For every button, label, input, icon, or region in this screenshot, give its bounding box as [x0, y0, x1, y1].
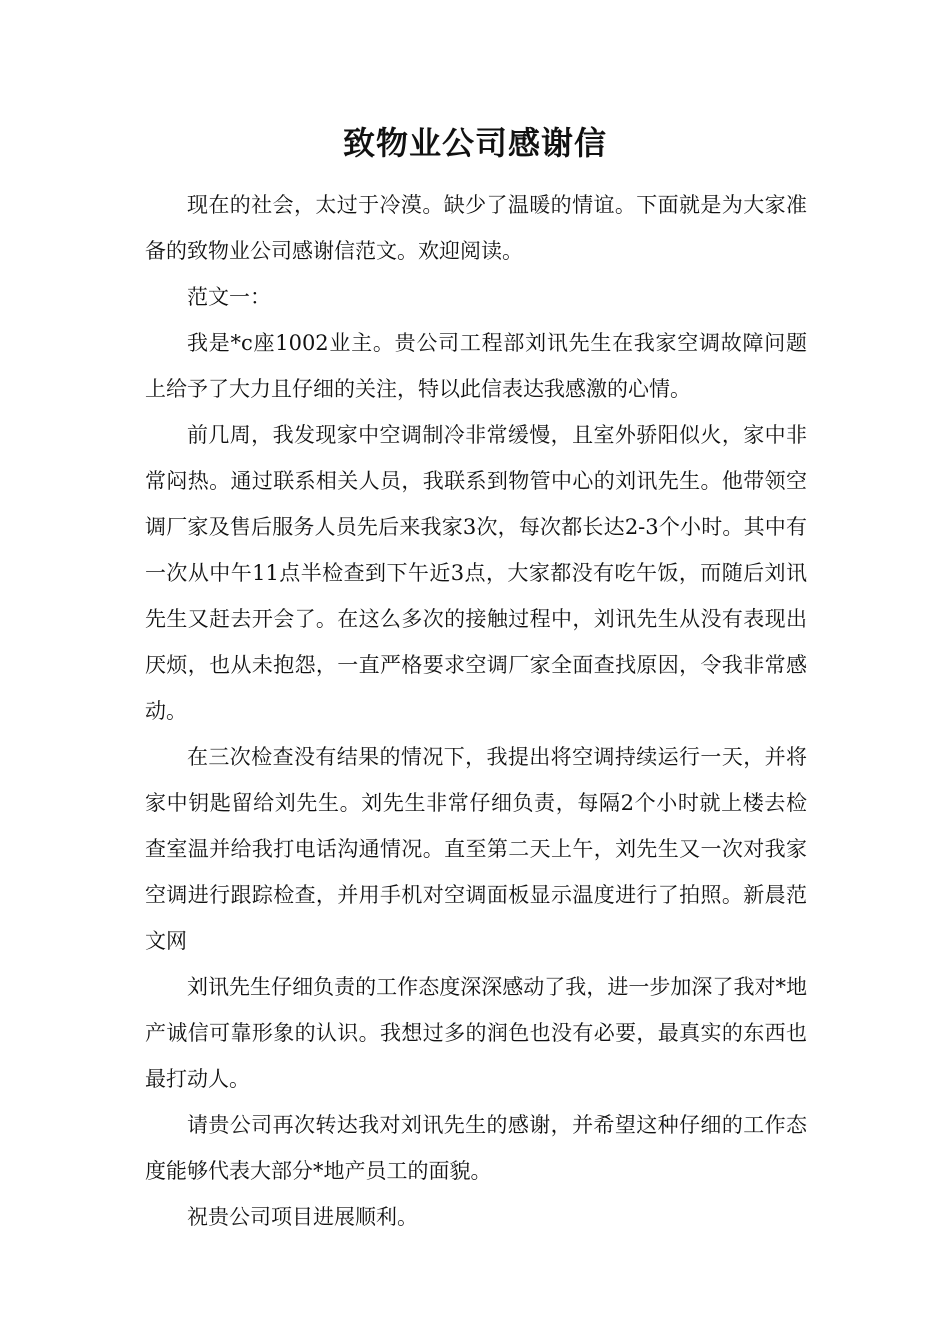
paragraph-sample-heading: 范文一： — [187, 285, 271, 309]
paragraph-2: 前几周，我发现家中空调制冷非常缓慢，且室外骄阳似火，家中非常闷热。通过联系相关人员，我联系到物管中心的刘讯先生。他带领空调厂家及售后服务人员先后来我家3次，每次都长达2-3个小时。其中有一次从中午11点半检查到下午近3点，大家都没有吃午饭，而随后刘讯先生又赶去开会了。在这么多次的接触过程中，刘讯先生从没有表现出厌烦，也从未抱怨，一直严格要求空调厂家全面查找原因，令我非常感动。 — [145, 423, 807, 723]
document-title: 致物业公司感谢信 — [342, 124, 607, 162]
paragraph-intro: 现在的社会，太过于冷漠。缺少了温暖的情谊。下面就是为大家准备的致物业公司感谢信范文。欢迎阅读。 — [145, 193, 807, 263]
paragraph-3: 在三次检查没有结果的情况下，我提出将空调持续运行一天，并将家中钥匙留给刘先生。刘先生非常仔细负责，每隔2个小时就上楼去检查室温并给我打电话沟通情况。直至第二天上午，刘先生又一次对我家空调进行跟踪检查，并用手机对空调面板显示温度进行了拍照。新晨范文网 — [145, 745, 807, 953]
paragraph-1: 我是*c座1002业主。贵公司工程部刘讯先生在我家空调故障问题上给予了大力且仔细的关注，特以此信表达我感激的心情。 — [145, 331, 807, 401]
paragraph-5: 请贵公司再次转达我对刘讯先生的感谢，并希望这种仔细的工作态度能够代表大部分*地产员工的面貌。 — [145, 1113, 807, 1183]
paragraph-4: 刘讯先生仔细负责的工作态度深深感动了我，进一步加深了我对*地产诚信可靠形象的认识。我想过多的润色也没有必要，最真实的东西也最打动人。 — [145, 975, 807, 1091]
paragraph-closing: 祝贵公司项目进展顺利。 — [187, 1205, 418, 1229]
document-body — [145, 182, 807, 1240]
